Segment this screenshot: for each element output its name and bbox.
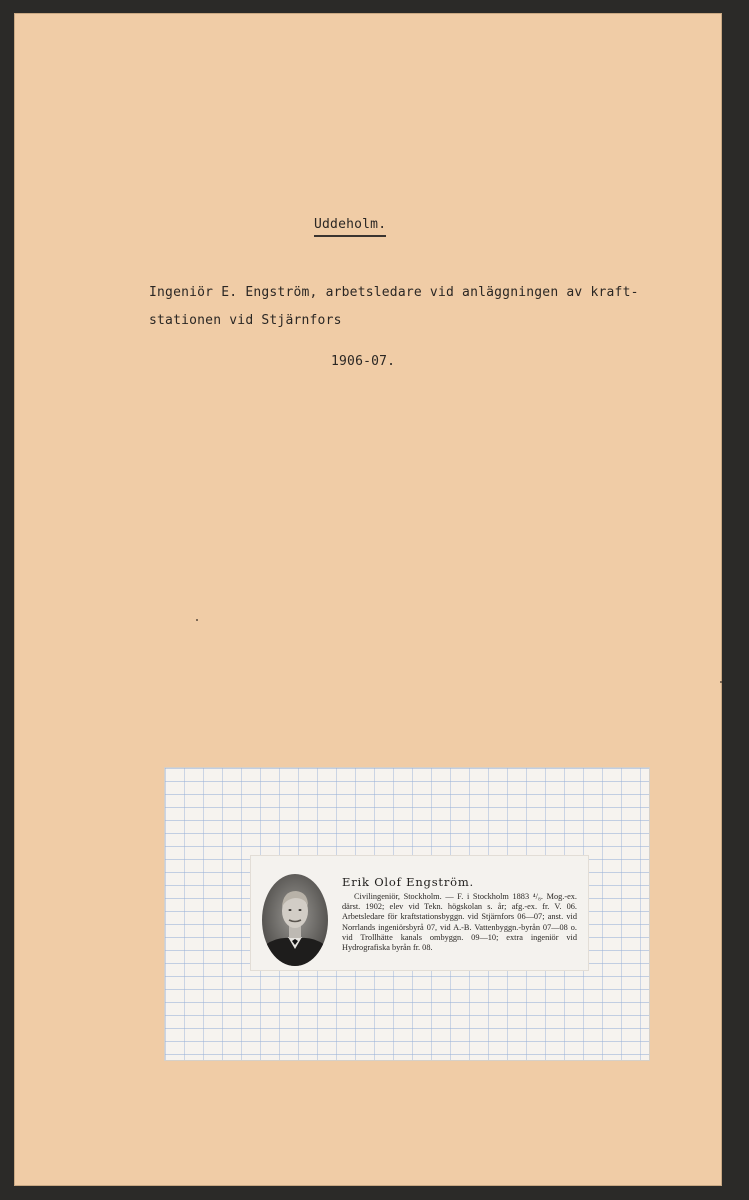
document-page	[14, 13, 722, 1186]
newspaper-clipping	[251, 856, 588, 970]
document-line-1: Ingeniör E. Engström, arbetsledare vid anläggningen av kraft-	[149, 285, 639, 300]
document-line-2: stationen vid Stjärnfors	[149, 313, 342, 328]
paper-speck	[196, 619, 198, 621]
grid-paper-mount	[165, 768, 649, 1060]
portrait-photo	[261, 873, 329, 967]
document-heading: Uddeholm.	[314, 217, 386, 237]
clipping-name: Erik Olof Engström.	[342, 875, 475, 889]
paper-speck	[720, 681, 722, 683]
document-years: 1906-07.	[331, 354, 396, 369]
clipping-biography: Civilingeniör, Stockholm. — F. i Stockholm 1883 ⁴/₈. Mog.-ex. därst. 1902; elev vid Tekn. högskolan s. år; afg.-ex. fr. V. 06. Arbetsledare för kraftstationsbyggn. vid Stjärnfors 06—07; anst. vid Norrlands ingeniörsbyrå 07, vid A.-B. Vattenbyggn.-byrån 07—08 o. vid Trollhätte kanals ombyggn. 09—10; extra ingeniör vid Hydrografiska byrån fr. 08.	[342, 892, 577, 953]
